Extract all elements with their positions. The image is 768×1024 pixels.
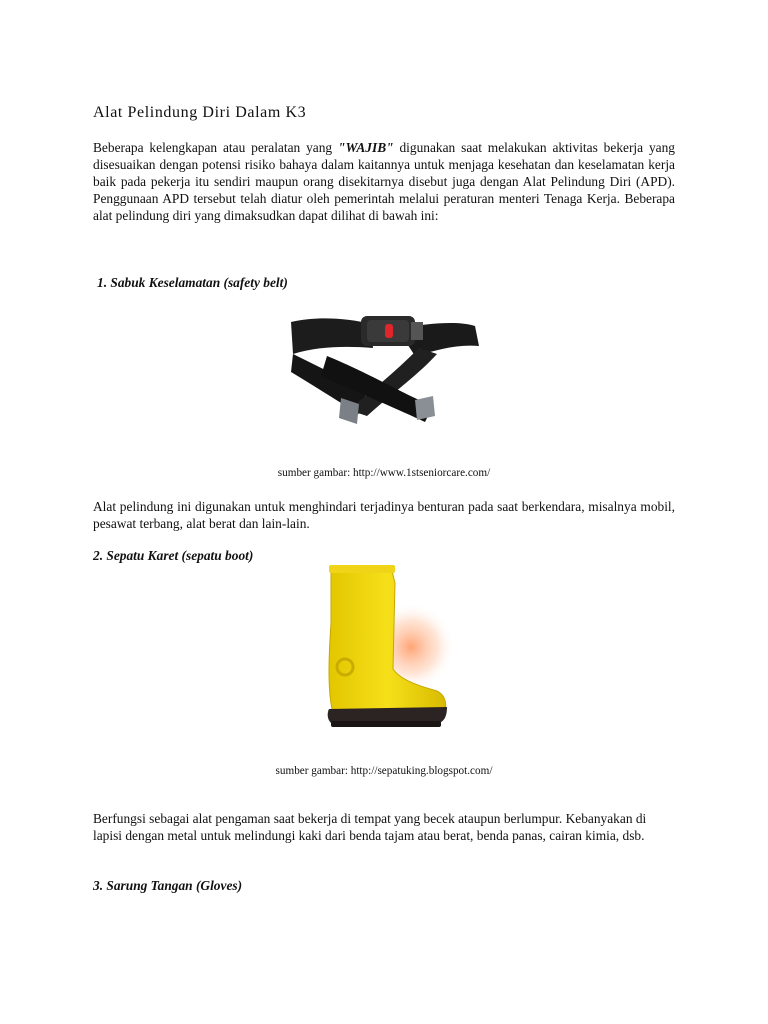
description-rubber-boot: Berfungsi sebagai alat pengaman saat bekerja di tempat yang becek ataupun berlumpur. Kebanyakan di lapisi dengan metal untuk melindungi kaki dari benda tajam atau berat, benda panas, cairan kimia, dsb.	[93, 811, 647, 843]
description-safety-belt: Alat pelindung ini digunakan untuk menghindari terjadinya benturan pada saat berkendara, misalnya mobil, pesawat terbang, alat berat dan lain-lain.	[93, 499, 675, 531]
image-caption-rubber-boot: sumber gambar: http://sepatuking.blogspot.com/	[275, 765, 493, 777]
section-heading-safety-belt: 1. Sabuk Keselamatan (safety belt)	[97, 275, 288, 290]
section-heading-gloves: 3. Sarung Tangan (Gloves)	[93, 878, 243, 893]
intro-text-after: digunakan saat melakukan aktivitas bekerja yang disesuaikan dengan potensi risiko bahaya dalam kaitannya untuk menjaga kesehatan dan keselamatan kerja baik pada pekerja itu sendiri maupun orang disekitarnya disebut juga dengan Alat Pelindung Diri (APD). Penggunaan APD tersebut telah diatur oleh pemerintah melalui peraturan menteri Tenaga Kerja. Beberapa alat pelindung diri yang dimaksudkan dapat dilihat di bawah ini:	[93, 140, 675, 223]
section-heading-rubber-boot: 2. Sepatu Karet (sepatu boot)	[93, 548, 254, 563]
intro-emphasis: "WAJIB"	[338, 140, 394, 155]
intro-text-before: Beberapa kelengkapan atau peralatan yang	[93, 140, 339, 155]
page-title: Alat Pelindung Diri Dalam K3	[93, 104, 307, 121]
image-caption-safety-belt: sumber gambar: http://www.1stseniorcare.com/	[277, 467, 491, 479]
intro-paragraph	[93, 139, 675, 224]
rubber-boot-image	[319, 563, 451, 743]
safety-belt-image	[287, 306, 481, 434]
